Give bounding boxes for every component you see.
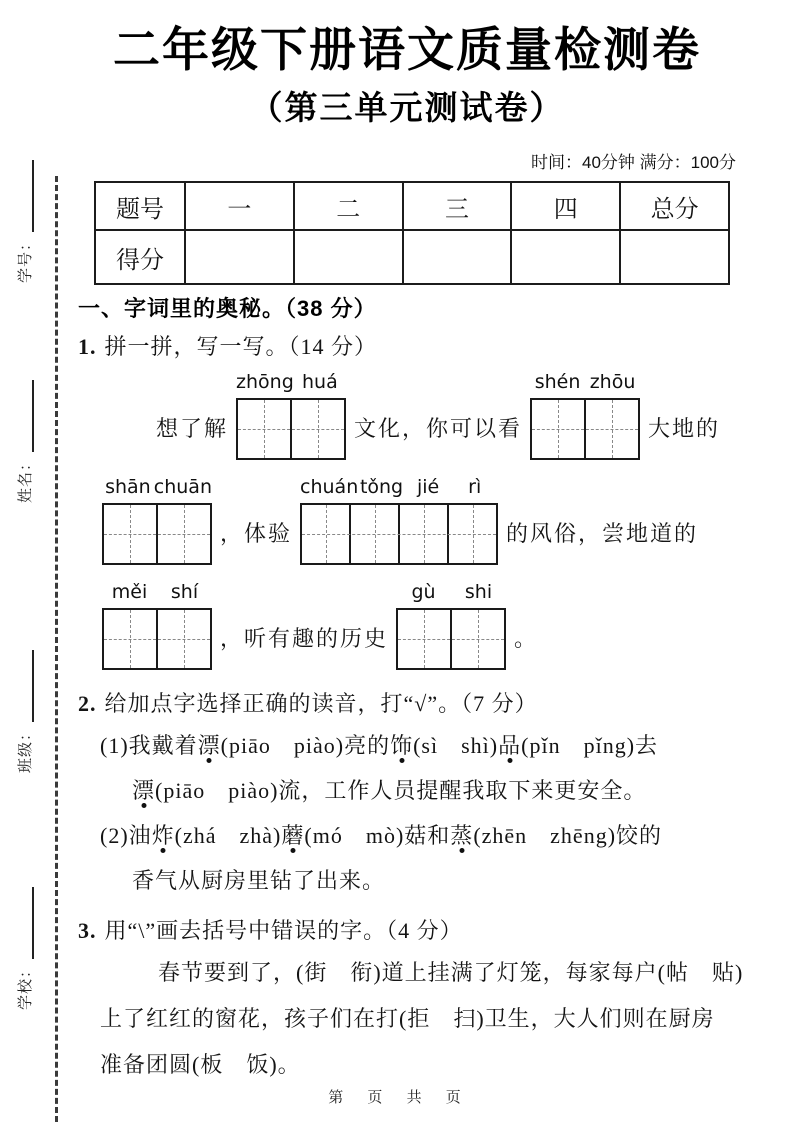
class-fill-line[interactable]	[29, 650, 34, 722]
text-line	[100, 813, 736, 858]
writing-box-group	[530, 371, 640, 460]
sentence-fragment: 文化，你可以看	[354, 416, 523, 442]
section-1-heading: 一、字词里的奥秘。（38 分）	[78, 296, 377, 322]
dotted-character: 品	[498, 733, 522, 759]
score-table-header: 一	[185, 182, 294, 230]
pinyin-writing-row	[78, 371, 736, 460]
score-cell[interactable]	[403, 230, 512, 284]
student-id-label: 学号：	[16, 234, 34, 283]
writing-box[interactable]	[102, 503, 212, 565]
writing-cell[interactable]	[532, 400, 586, 458]
writing-cell[interactable]	[586, 400, 638, 458]
pronunciation-choice-exercise	[100, 723, 736, 903]
school-field	[6, 880, 34, 1010]
sentence-fragment: (2)油	[100, 823, 152, 849]
question-1-number: 1.	[78, 333, 97, 359]
pronunciation-item	[100, 813, 736, 903]
pronunciation-item	[100, 723, 736, 813]
sentence-fragment: (piāo piào)流，工作人员提醒我取下来更安全。	[155, 778, 647, 804]
writing-box[interactable]	[530, 398, 640, 460]
pinyin-label	[396, 581, 506, 604]
student-name-field	[6, 373, 34, 503]
sentence-fragment: (piāo piào)亮的	[220, 733, 391, 759]
page-title: 二年级下册语文质量检测卷	[113, 23, 701, 76]
question-3-prompt	[78, 917, 736, 946]
writing-box-group	[102, 581, 212, 670]
dotted-character: 炸	[151, 823, 175, 849]
writing-cell[interactable]	[449, 505, 496, 563]
pinyin-syllable: zhōu	[589, 371, 636, 394]
dotted-character: 漂	[132, 778, 156, 804]
sentence-fragment: 的风俗，尝地道的	[506, 520, 699, 546]
writing-cell[interactable]	[351, 505, 400, 563]
question-1-text: 拼一拼，写一写。（14 分）	[104, 333, 378, 359]
pinyin-syllable: zhōng	[236, 371, 294, 394]
score-cell[interactable]	[294, 230, 403, 284]
writing-box[interactable]	[236, 398, 346, 460]
pinyin-writing-row	[78, 581, 736, 670]
page-footer: 第 页 共 页	[328, 1089, 465, 1106]
score-cell[interactable]	[620, 230, 729, 284]
pinyin-syllable: shi	[464, 580, 493, 603]
writing-box-group	[236, 371, 346, 460]
school-label: 学校：	[16, 961, 34, 1010]
dotted-character: 漂	[197, 733, 221, 759]
dotted-character: 饰	[390, 733, 414, 759]
pinyin-syllable: huá	[302, 371, 338, 394]
score-table-header: 总分	[620, 182, 729, 230]
student-name-fill-line[interactable]	[29, 380, 34, 452]
writing-box[interactable]	[102, 608, 212, 670]
score-table-header: 四	[511, 182, 620, 230]
pinyin-syllable: shí	[170, 580, 199, 603]
pinyin-syllable: chuān	[153, 476, 212, 499]
pinyin-syllable: shān	[105, 476, 151, 499]
writing-cell[interactable]	[238, 400, 292, 458]
pinyin-writing-row	[78, 476, 736, 565]
writing-box[interactable]	[396, 608, 506, 670]
question-3-number: 3.	[78, 918, 97, 944]
writing-cell[interactable]	[158, 610, 210, 668]
writing-cell[interactable]	[452, 610, 504, 668]
writing-cell[interactable]	[104, 610, 158, 668]
question-3-text: 用“\”画去括号中错误的字。（4 分）	[104, 918, 463, 944]
pinyin-syllable: rì	[468, 476, 482, 499]
pinyin-writing-exercise	[78, 371, 736, 669]
text-line	[100, 768, 736, 813]
school-fill-line[interactable]	[29, 887, 34, 959]
writing-cell[interactable]	[398, 610, 452, 668]
student-name-label: 姓名：	[16, 454, 34, 503]
class-field	[6, 643, 34, 773]
student-id-fill-line[interactable]	[29, 160, 34, 232]
pinyin-syllable: měi	[111, 580, 148, 603]
sentence-fragment: 想了解	[156, 416, 229, 442]
page-subtitle: （第三单元测试卷）	[249, 89, 565, 127]
dotted-character: 蘑	[281, 823, 305, 849]
text-line: 准备团圆(板 饭)。	[100, 1051, 301, 1077]
question-1-prompt	[78, 333, 736, 362]
text-line	[100, 858, 736, 903]
sentence-fragment: ，体验	[220, 520, 293, 546]
writing-cell[interactable]	[400, 505, 449, 563]
writing-box[interactable]	[300, 503, 498, 565]
pinyin-syllable: chuán	[300, 476, 359, 499]
sentence-fragment: (pǐn pǐng)去	[521, 733, 659, 759]
writing-cell[interactable]	[302, 505, 351, 563]
question-2-prompt	[78, 690, 736, 719]
pinyin-syllable: jié	[417, 476, 440, 499]
pinyin-label	[102, 581, 212, 604]
writing-box-group	[396, 581, 506, 670]
score-cell[interactable]	[185, 230, 294, 284]
score-table-header: 二	[294, 182, 403, 230]
sentence-fragment: 。	[514, 625, 539, 651]
writing-box-group	[300, 476, 498, 565]
pinyin-label	[102, 476, 212, 499]
writing-cell[interactable]	[158, 505, 210, 563]
sentence-fragment: (sì shì)	[413, 733, 499, 759]
sentence-fragment: 香气从厨房里钻了出来。	[132, 868, 386, 894]
pinyin-syllable: tǒng	[359, 476, 404, 499]
writing-cell[interactable]	[104, 505, 158, 563]
writing-box-group	[102, 476, 212, 565]
binding-dashed-line	[55, 176, 58, 1122]
pinyin-label	[530, 371, 640, 394]
text-line: 春节要到了，(街 衔)道上挂满了灯笼，每家每户(帖 贴)	[158, 959, 744, 985]
sentence-fragment: (zhēn zhēng)饺的	[473, 823, 663, 849]
sentence-fragment: 大地的	[648, 416, 721, 442]
pinyin-syllable: gù	[411, 580, 436, 603]
score-table-header: 三	[403, 182, 512, 230]
pinyin-label	[236, 371, 346, 394]
pinyin-syllable: shén	[534, 371, 581, 394]
sentence-fragment: (1)我戴着	[100, 733, 198, 759]
main-content	[78, 0, 744, 1088]
wrong-character-exercise	[100, 950, 744, 1088]
question-2-text: 给加点字选择正确的读音，打“√”。（7 分）	[104, 690, 538, 716]
pinyin-label	[300, 476, 498, 499]
text-line	[100, 723, 736, 768]
text-line: 上了红红的窗花，孩子们在打(拒 扫)卫生，大人们则在厨房	[100, 1005, 715, 1031]
score-cell[interactable]	[511, 230, 620, 284]
score-table-header: 题号	[95, 182, 185, 230]
sentence-fragment: (zhá zhà)	[174, 823, 282, 849]
score-table-value-row	[95, 230, 729, 284]
score-row-label: 得分	[95, 230, 185, 284]
score-table-header-row	[95, 182, 729, 230]
sentence-fragment: ，听有趣的历史	[220, 625, 389, 651]
class-label: 班级：	[16, 724, 34, 773]
dotted-character: 蒸	[450, 823, 474, 849]
question-2-number: 2.	[78, 690, 97, 716]
exam-time-score-info: 时间：40分钟 满分：100分	[531, 152, 736, 172]
writing-cell[interactable]	[292, 400, 344, 458]
sentence-fragment: (mó mò)菇和	[304, 823, 451, 849]
student-id-field	[6, 153, 34, 283]
score-table	[94, 181, 730, 285]
